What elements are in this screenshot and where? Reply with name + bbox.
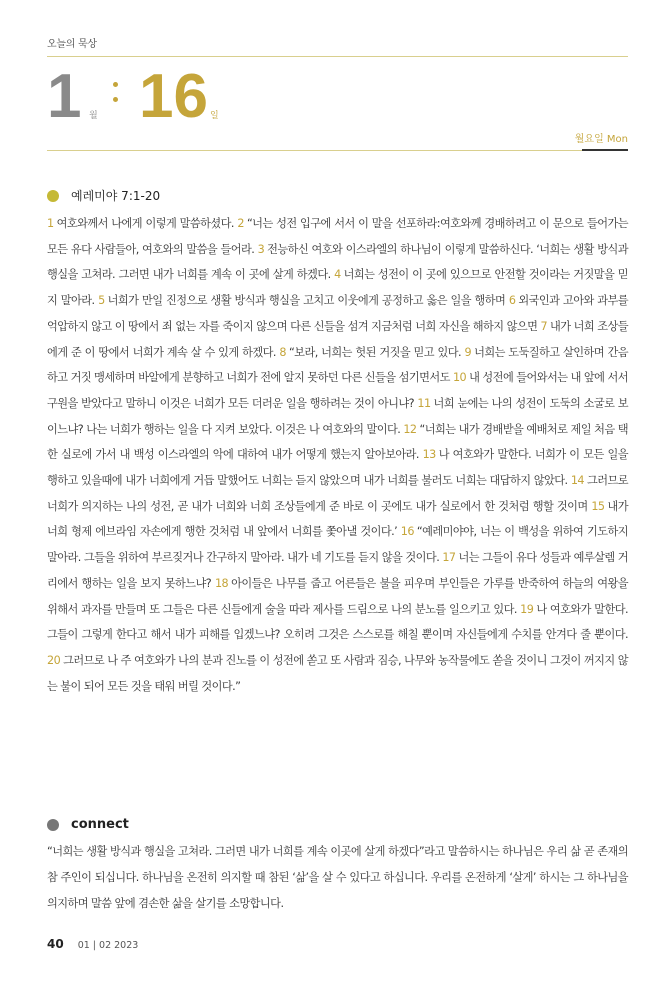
page-number: 40	[47, 937, 64, 951]
verse-number: 4	[334, 268, 341, 282]
date-rule	[47, 150, 628, 151]
verse-text: 너희 눈에는 나의 성전이 도둑의 소굴로 보이느냐? 나는 너희가 행하는 일을 다 지켜 보았다. 이것은 나 여호와의 말이다.	[47, 396, 628, 436]
verse-number: 17	[442, 551, 456, 565]
verse-text: 내가 너희 형제 에브라임 자손에게 행한 것처럼 내 앞에서 너희를 쫓아낼 것이다.’	[47, 499, 628, 539]
connect-title: connect	[71, 817, 129, 832]
month-unit: 월	[89, 111, 98, 121]
top-rule	[47, 56, 628, 57]
verse-number: 20	[47, 653, 61, 667]
month-number: 1	[47, 62, 82, 131]
verse-number: 12	[403, 422, 417, 436]
verse-text: 너는 그들이 유다 성들과 예루살렘 거리에서 행하는 일을 보지 못하느냐?	[47, 551, 628, 590]
verse-number: 3	[257, 242, 265, 256]
verse-text: “너희는 내가 경배받을 예배처로 제일 처음 택한 실로에 가서 내 백성 이스라엘의 악에 대하여 내가 어떻게 했는지 알아보아라.	[47, 422, 628, 462]
verse-text: “예레미야야, 너는 이 백성을 위하여 기도하지 말아라. 그들을 위하여 부르짖거나 간구하지 말아라. 내가 네 기도를 듣지 않을 것이다.	[47, 525, 628, 565]
verse-number: 14	[570, 474, 584, 488]
page-footer	[47, 937, 138, 951]
verse-text: 여호와께서 나에게 이렇게 말씀하셨다.	[56, 217, 234, 230]
verse-text: 내 성전에 들어와서는 내 앞에 서서 구원을 받았다고 말하니 이것은 너희가 모든 더러운 일을 행하려는 것이 아니냐?	[47, 371, 628, 410]
verse-text: 전능하신 여호와 이스라엘의 하나님이 이렇게 말씀하신다. ‘너희는 생활 방식과 행실을 고쳐라. 그러면 내가 너희를 계속 이 곳에 살게 하겠다.	[47, 242, 628, 282]
verse-number: 5	[98, 294, 105, 308]
bullet-dot-icon	[47, 190, 59, 202]
verse-text: 그러므로 너희가 의지하는 나의 성전, 곧 내가 너희와 너희 조상들에게 준 바로 이 곳에도 내가 실로에서 한 것처럼 행할 것이며	[47, 474, 628, 513]
verse-text: 너희는 도둑질하고 살인하며 간음하고 거짓 맹세하며 바알에게 분향하고 너희가 전에 알지 못하던 다른 신들을 섬기면서도	[47, 345, 628, 385]
scripture-heading	[47, 187, 160, 204]
verse-number: 11	[417, 396, 431, 410]
colon-dot-bottom	[113, 97, 118, 102]
colon-dot-top	[113, 82, 118, 87]
connect-body: “너희는 생활 방식과 행실을 고쳐라. 그러면 내가 너희를 계속 이곳에 살게 하겠다”라고 말씀하시는 하나님은 우리 삶 곧 존재의 참 주인이 되십니다. 하나님을 온전히 의지할 때 참된 ‘삶’을 살 수 있다고 하십니다. 우리를 온전하게 ‘살게’ 하시는 그 하나님을 의지하며 말씀 앞에 겸손한 삶을 살기를 소망합니다.	[47, 845, 628, 910]
verse-number: 18	[214, 576, 229, 590]
issue-date: 01 | 02 2023	[77, 940, 139, 951]
verse-text: 너희가 만일 진정으로 생활 방식과 행실을 고치고 이웃에게 공정하고 옳은 일을 행하며	[107, 294, 506, 308]
verse-number: 2	[237, 217, 244, 230]
verse-number: 19	[520, 602, 534, 616]
date-colon	[113, 78, 119, 108]
verse-number: 1	[47, 217, 54, 230]
verse-text: “보라, 너희는 헛된 거짓을 믿고 있다.	[288, 345, 462, 359]
verse-number: 16	[400, 525, 414, 539]
weekday-underline	[582, 149, 628, 151]
weekday-label: 월요일 Mon	[574, 134, 628, 145]
verse-number: 13	[422, 448, 436, 462]
day-unit: 일	[210, 111, 219, 121]
verse-number: 6	[508, 294, 516, 308]
verse-text: 나 여호와가 말한다. 너희가 이 모든 일을 행하고 있을때에 내가 너희에게 거듭 말했어도 너희는 듣지 않았으며 내가 너희를 불러도 너희는 대답하지 않았다.	[47, 448, 628, 488]
verse-number: 8	[279, 345, 286, 359]
scripture-text	[47, 211, 628, 699]
verse-text: “너는 성전 입구에 서서 이 말을 선포하라:여호와께 경배하려고 이 문으로 들어가는 모든 유다 사람들아, 여호와의 말씀을 들어라.	[47, 217, 629, 256]
verse-text: 나 여호와가 말한다. 그들이 그렇게 한다고 해서 내가 피해를 입겠느냐? 오히려 그것은 스스로를 해칠 뿐이며 자신들에게 수치를 안겨다 줄 뿐이다.	[47, 602, 628, 642]
verse-text: 그러므로 나 주 여호와가 나의 분과 진노를 이 성전에 쏟고 또 사람과 짐승, 나무와 농작물에도 쏟을 것이니 그것이 꺼지지 않는 불이 되어 모든 것을 태워 버릴 것이다.”	[47, 653, 628, 693]
verse-number: 15	[591, 499, 605, 513]
verse-text: 너희는 성전이 이 곳에 있으므로 안전할 것이라는 거짓말을 믿지 말아라.	[47, 268, 628, 308]
connect-heading	[47, 817, 129, 832]
verse-text: 내가 너희 조상들에게 준 이 땅에서 너희가 계속 살 수 있게 하겠다.	[47, 319, 628, 359]
day-number: 16	[139, 62, 208, 131]
verse-number: 10	[452, 371, 467, 385]
verse-number: 7	[540, 319, 548, 333]
header-label: 오늘의 묵상	[47, 39, 97, 50]
verse-number: 9	[464, 345, 472, 359]
verse-text: 아이들은 나무를 줍고 어른들은 불을 피우며 부인들은 가루를 반죽하여 하늘의 여왕을 위해서 과자를 만들며 또 그들은 다른 신들에게 술을 따라 제사를 드림으로 나의 분노를 일으키고 있다.	[47, 576, 628, 616]
scripture-reference: 예레미야 7:1-20	[71, 189, 161, 203]
verse-text: 외국인과 고아와 과부를 억압하지 않고 이 땅에서 죄 없는 자를 죽이지 않으며 다른 신들을 섬겨 지금처럼 너희 자신을 해하지 않으면	[47, 294, 628, 333]
bullet-dot-icon	[47, 819, 59, 831]
